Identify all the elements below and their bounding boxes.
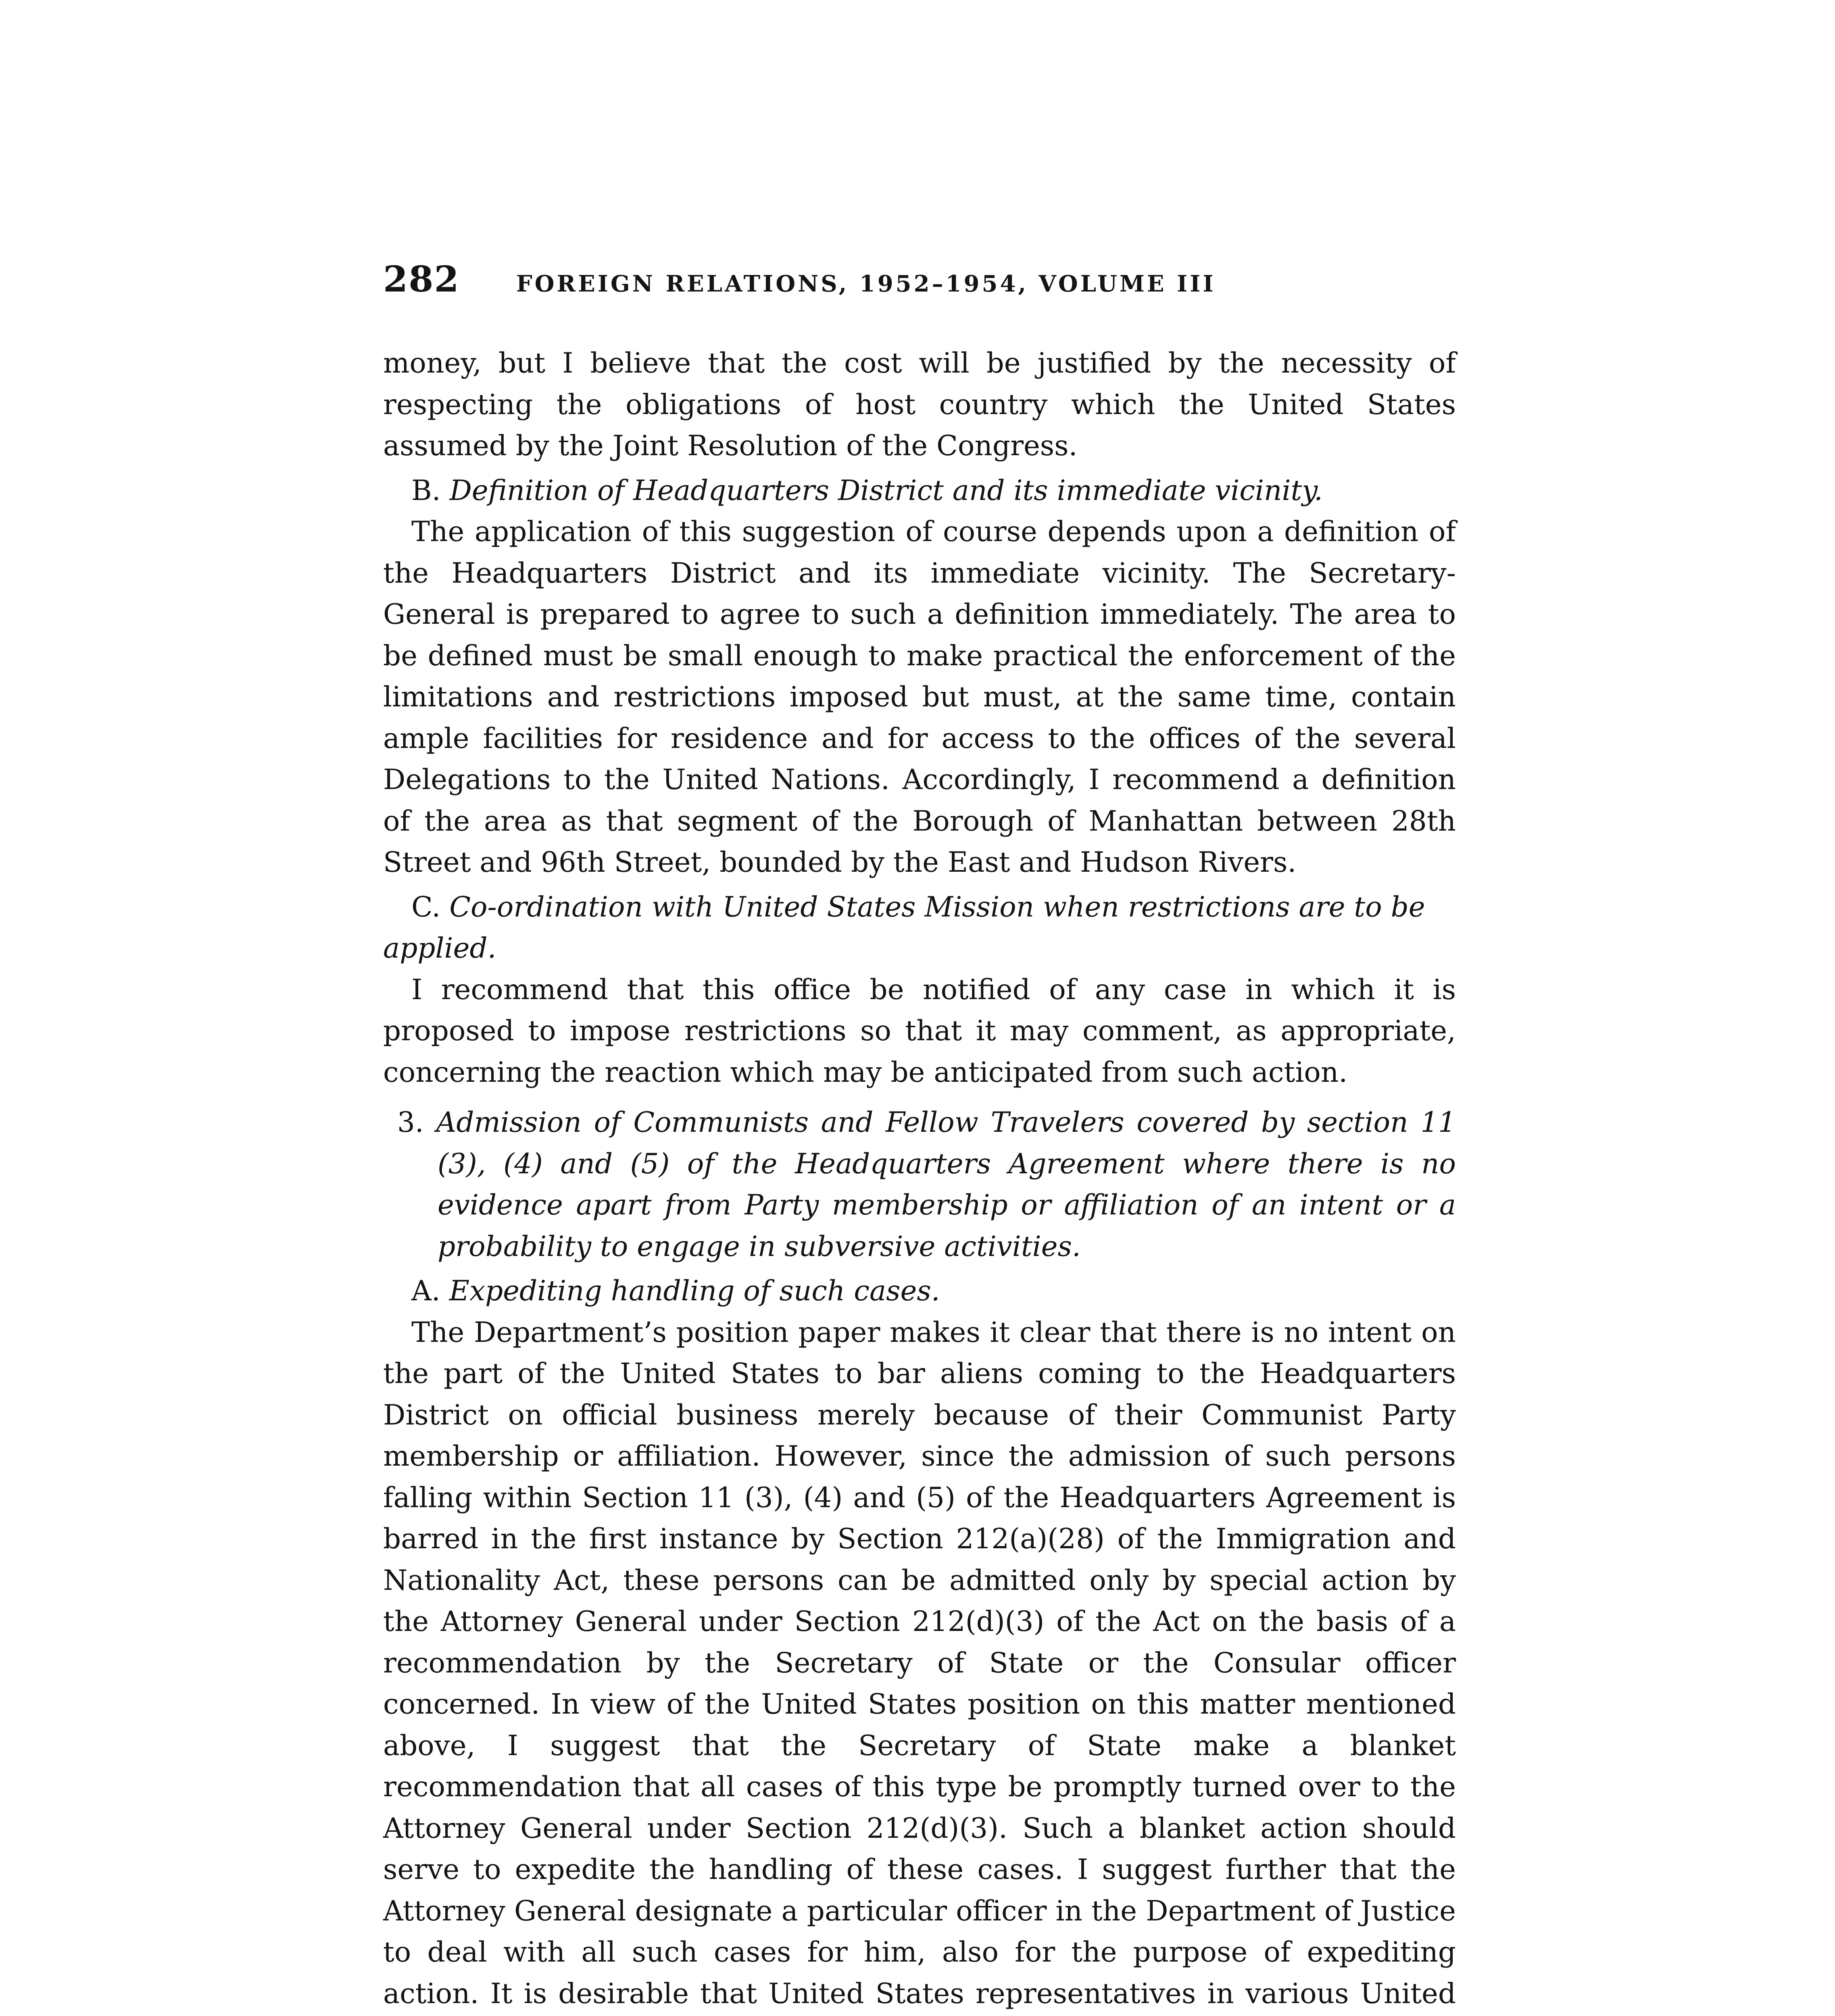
subhead-definition <box>383 470 1456 512</box>
subhead-label: C. <box>411 891 441 923</box>
subhead-title: Co-ordination with United States Mission when restrictions are to be applied. <box>383 891 1425 964</box>
paragraph-position-paper: The Department’s position paper makes it clear that there is no intent on the part of the United States to bar aliens coming to the Headquarters District on official business merely because of their Communist Party membership or affiliation. However, since the admission of such persons falling within Section 11 (3), (4) and (5) of the Headquarters Agreement is barred in the first instance by Section 212(a)(28) of the Immigration and Nationality Act, these persons can be admitted only by special action by the Attorney General under Section 212(d)(3) of the Act on the basis of a recommendation by the Secretary of State or the Consular officer concerned. In view of the United States position on this matter mentioned above, I suggest that the Secretary of State make a blanket recommendation that all cases of this type be promptly turned over to the Attorney General under Section 212(d)(3). Such a blanket action should serve to expedite the handling of these cases. I suggest further that the Attorney General designate a particular officer in the Department of Justice to deal with all such cases for him, also for the purpose of expediting action. It is desirable that United States representatives in various United <box>383 1316 1456 2010</box>
running-head: FOREIGN RELATIONS, 1952–1954, VOLUME III <box>516 271 1216 297</box>
subhead-label: A. <box>411 1275 440 1307</box>
paragraph-cost: money, but I believe that the cost will be justified by the necessity of respecting the obligations of host country which the United States assumed by the Joint Resolution of the Congress. <box>383 347 1456 462</box>
page-header <box>383 258 1456 319</box>
subhead-expediting <box>383 1270 1456 1312</box>
subhead-title: Expediting handling of such cases. <box>449 1275 940 1307</box>
paragraph-recommendation: I recommend that this office be notified of any case in which it is proposed to impose restrictions so that it may comment, as appropriate, concerning the reaction which may be anticipated from such action. <box>383 973 1456 1089</box>
subhead-label: B. <box>411 474 441 507</box>
numbered-item-3 <box>383 1102 1456 1267</box>
document-page <box>383 258 1456 2016</box>
item-title: Admission of Communists and Fellow Travelers covered by section 11 (3), (4) and (5) of the Headquarters Agreement where there is no evidence apart from Party membership or affiliation of an intent or a probability to engage in subversive activities. <box>436 1106 1456 1263</box>
item-label: 3. <box>397 1106 424 1139</box>
paragraph-definition: The application of this suggestion of course depends upon a definition of the Headquarters District and its immediate vicinity. The Secretary-General is prepared to agree to such a definition immediately. The area to be defined must be small enough to make practical the enforcement of the limitations and restrictions imposed but must, at the same time, contain ample facilities for residence and for access to the offices of the several Delegations to the United Nations. Accordingly, I recommend a definition of the area as that segment of the Borough of Manhattan between 28th Street and 96th Street, bounded by the East and Hudson Rivers. <box>383 516 1456 879</box>
page-number: 282 <box>383 258 460 300</box>
subhead-coordination <box>383 887 1456 969</box>
subhead-title: Definition of Headquarters District and its immediate vicinity. <box>449 474 1323 507</box>
